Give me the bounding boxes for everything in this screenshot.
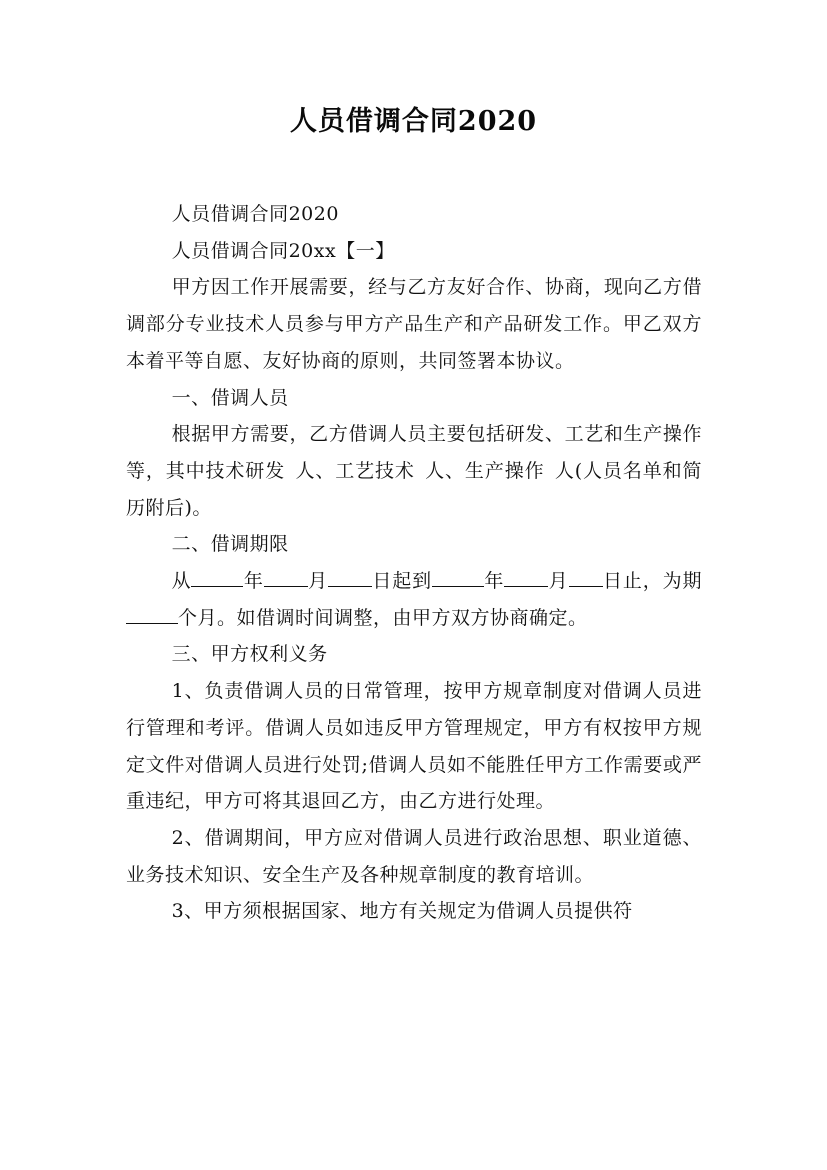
paragraph-section-label: 人员借调合同20xx【一】: [171, 239, 395, 262]
personnel-text-a: 根据甲方需要，乙方借调人员主要包括研发、工艺和生产操作等，其中技术研发: [126, 423, 702, 482]
paragraph-personnel: [126, 416, 702, 526]
paragraph-duty-1: 1、负责借调人员的日常管理，按甲方规章制度对借调人员进行管理和考评。借调人员如违反甲方管理规定，甲方有权按甲方规定文件对借调人员进行处罚;借调人员如不能胜任甲方工作需要或严重违纪，甲方可将其退回乙方，由乙方进行处理。: [126, 680, 702, 813]
heading-section-1: 一、借调人员: [171, 386, 289, 409]
blank-line: [126, 603, 178, 624]
paragraph-subtitle: 人员借调合同2020: [171, 203, 339, 225]
blank-line: [328, 566, 372, 587]
period-text-a: 从: [171, 570, 192, 593]
period-text-h: 个月。如借调时间调整，由甲方双方协商确定。: [178, 606, 588, 629]
blank-line: [432, 566, 484, 587]
personnel-text-c: 人、生产操作: [424, 459, 545, 482]
paragraph-duty-3: 3、甲方须根据国家、地方有关规定为借调人员提供符: [171, 900, 633, 923]
paragraph-duty-2: 2、借调期间，甲方应对借调人员进行政治思想、职业道德、业务技术知识、安全生产及各种规章制度的教育培训。: [126, 826, 702, 886]
document-body: [126, 196, 702, 930]
period-text-d: 日起到: [372, 570, 433, 593]
period-text-g: 日止，为期: [602, 570, 702, 593]
blank-line: [264, 566, 308, 587]
period-text-e: 年: [484, 570, 505, 593]
heading-section-3: 三、甲方权利义务: [171, 643, 328, 666]
period-text-f: 月: [548, 570, 569, 593]
personnel-text-d: 人(人员名单和简历附后)。: [126, 459, 702, 519]
paragraph-intro: 甲方因工作开展需要，经与乙方友好合作、协商，现向乙方借调部分专业技术人员参与甲方产品生产和产品研发工作。甲乙双方本着平等自愿、友好协商的原则，共同签署本协议。: [126, 276, 702, 372]
period-text-c: 月: [307, 570, 329, 593]
paragraph-period: [126, 563, 702, 636]
personnel-text-b: 人、工艺技术: [295, 459, 415, 482]
blank-line: [191, 566, 243, 587]
heading-section-2: 二、借调期限: [171, 533, 289, 556]
document-title: 人员借调合同2020: [289, 106, 538, 137]
blank-line: [504, 566, 548, 587]
period-text-b: 年: [243, 570, 264, 593]
blank-line: [569, 566, 603, 587]
